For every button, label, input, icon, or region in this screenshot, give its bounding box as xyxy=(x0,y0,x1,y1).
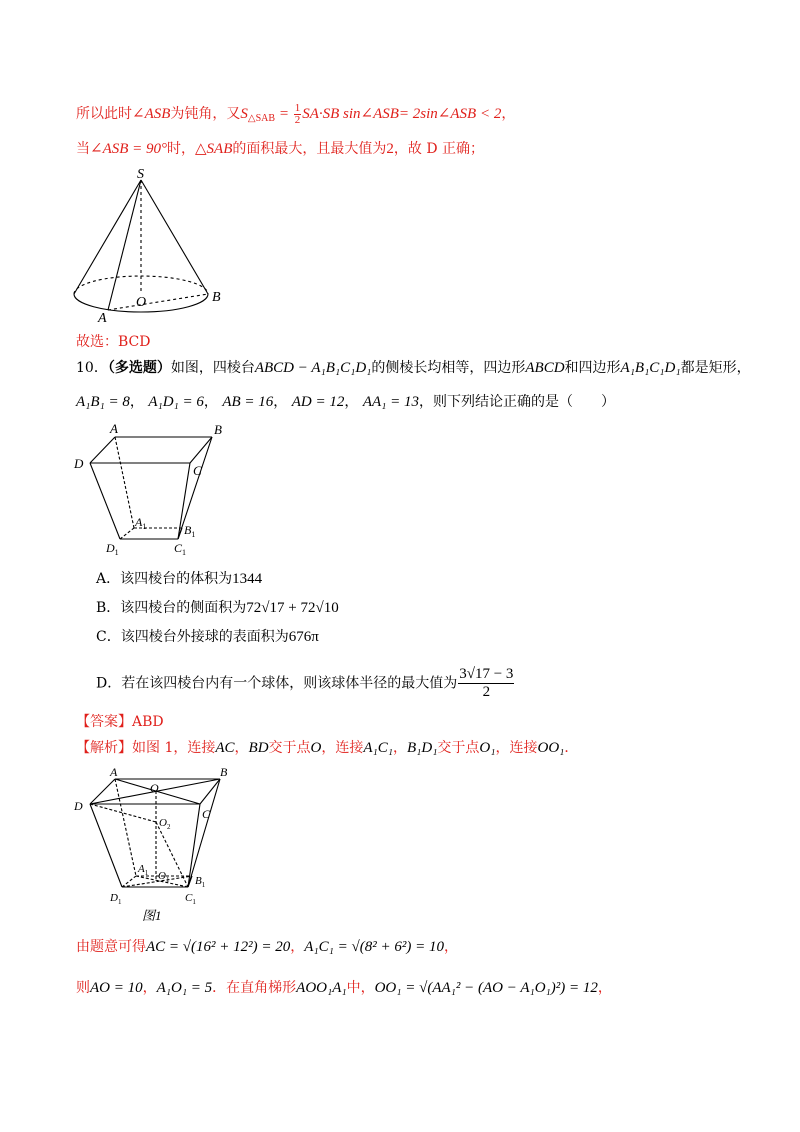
label-o2: $O_2$ xyxy=(159,817,171,831)
label-d1: $D_1$ xyxy=(106,541,119,557)
label-b1: $B_1$ xyxy=(195,875,206,889)
analysis-line: 【解析】如图 1，连接AC，BD交于点O，连接A₁C₁，B₁D₁交于点O₁，连接OO₁． xyxy=(76,740,579,756)
label-a: A xyxy=(110,421,118,436)
label-c: C xyxy=(202,807,211,821)
option-c[interactable]: C．该四棱台外接球的表面积为676π xyxy=(96,629,319,645)
area-formula: $S_{\triangle SAB}$ = $\frac{1}{2}$ SA·SB sin∠ASB xyxy=(240,102,399,126)
label-c1: $C_1$ xyxy=(174,541,187,557)
label-b: B xyxy=(220,765,228,779)
label-a1: $A_1$ xyxy=(138,863,149,877)
label-o: O xyxy=(150,781,159,795)
label-a1: $A_1$ xyxy=(135,515,147,531)
label-d1: $D_1$ xyxy=(110,892,122,906)
option-b[interactable]: B．该四棱台的侧面积为72√17 + 72√10 xyxy=(96,600,339,616)
label-s: S xyxy=(137,167,144,182)
cone-generatrix-sa xyxy=(108,180,141,310)
label-b: B xyxy=(212,290,221,305)
label-b1: $B_1$ xyxy=(184,523,196,539)
label-b: B xyxy=(214,422,222,437)
answer-line: 【答案】ABD xyxy=(76,714,164,730)
cone-figure xyxy=(70,166,230,326)
cone-right-edge xyxy=(141,180,208,294)
option-d[interactable]: D．若在该四棱台内有一个球体，则该球体半径的最大值为 $\frac{3√17 - 3}{2}$ xyxy=(96,666,514,700)
cone-left-edge xyxy=(74,180,141,294)
figure-caption: 图1 xyxy=(142,908,162,923)
label-d: D xyxy=(74,799,83,813)
frustum-figure xyxy=(70,418,230,563)
derivation-line-1: 由题意可得AC = √(16² + 12²) = 20，A₁C₁ = √(8² + 6²) = 10， xyxy=(76,939,458,955)
question-10-line-2: A₁B₁ = 8， A₁D₁ = 6， AB = 16， AD = 12， AA₁ = 13，则下列结论正确的是（ ） xyxy=(76,394,615,410)
derivation-line-2: 则AO = 10，A₁O₁ = 5．在直角梯形AOO₁A₁中，OO₁ = √(AA₁² − (AO − A₁O₁)²) = 12， xyxy=(76,980,612,996)
select-answer: 故选：BCD xyxy=(76,334,151,350)
label-a: A xyxy=(98,311,107,326)
question-10-line-1: 10．（多选题）如图，四棱台ABCD − A₁B₁C₁D₁的侧棱长均相等，四边形ABCD和四边形A₁B₁C₁D₁都是矩形， xyxy=(76,360,751,376)
label-o: O xyxy=(136,295,147,310)
label-c1: $C_1$ xyxy=(185,892,196,906)
solution-line-2: 当∠ASB = 90°时，△SAB的面积最大，且最大值为2，故 D 正确； xyxy=(76,141,485,157)
option-a[interactable]: A．该四棱台的体积为1344 xyxy=(96,571,263,587)
label-c: C xyxy=(193,463,202,478)
label-o1: $O_1$ xyxy=(158,870,170,884)
cone-chord-ab xyxy=(108,294,208,310)
solution-line-1: 所以此时∠ASB为钝角，又$S_{\triangle SAB}$ = $\frac{1}{2}$ SA·SB sin∠ASB= 2sin∠ASB < 2， xyxy=(76,102,516,126)
label-a: A xyxy=(110,765,118,779)
label-d: D xyxy=(74,456,84,471)
analysis-figure-1 xyxy=(70,762,230,927)
